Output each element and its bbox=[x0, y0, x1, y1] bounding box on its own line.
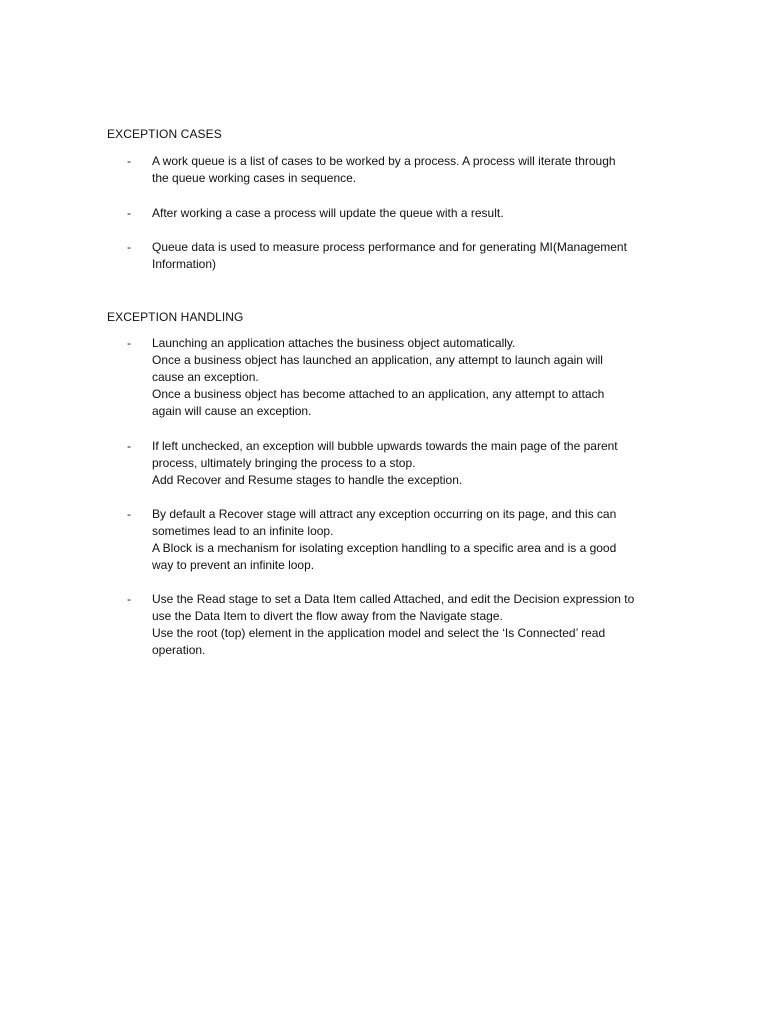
list-item-text bbox=[152, 239, 672, 273]
text-line: sometimes lead to an infinite loop. bbox=[152, 524, 334, 538]
text-line: again will cause an exception. bbox=[152, 404, 312, 418]
section-heading-exception-cases: EXCEPTION CASES bbox=[107, 127, 222, 141]
list-item-text bbox=[152, 153, 672, 187]
text-line: If left unchecked, an exception will bubble upwards towards the main page of the parent bbox=[152, 439, 618, 453]
text-line: After working a case a process will update the queue with a result. bbox=[152, 206, 504, 220]
list-item-text bbox=[152, 438, 672, 489]
text-line: By default a Recover stage will attract any exception occurring on its page, and this can bbox=[152, 507, 617, 521]
section-heading-exception-handling: EXCEPTION HANDLING bbox=[107, 310, 244, 324]
text-line: Information) bbox=[152, 257, 217, 271]
text-line: Queue data is used to measure process performance and for generating MI(Management bbox=[152, 240, 627, 254]
text-line: Add Recover and Resume stages to handle the exception. bbox=[152, 473, 463, 487]
text-line: the queue working cases in sequence. bbox=[152, 171, 357, 185]
bullet-dash: - bbox=[127, 592, 131, 606]
bullet-dash: - bbox=[127, 154, 131, 168]
text-line: process, ultimately bringing the process to a stop. bbox=[152, 456, 416, 470]
list-item-text bbox=[152, 335, 672, 420]
bullet-dash: - bbox=[127, 507, 131, 521]
text-line: A Block is a mechanism for isolating exception handling to a specific area and is a good bbox=[152, 541, 617, 555]
bullet-dash: - bbox=[127, 439, 131, 453]
bullet-dash: - bbox=[127, 206, 131, 220]
text-line: Use the Read stage to set a Data Item called Attached, and edit the Decision expression to bbox=[152, 592, 635, 606]
text-line: use the Data Item to divert the flow away from the Navigate stage. bbox=[152, 609, 503, 623]
text-line: Once a business object has become attached to an application, any attempt to attach bbox=[152, 387, 605, 401]
list-item-text bbox=[152, 591, 672, 659]
text-line: operation. bbox=[152, 643, 206, 657]
text-line: Use the root (top) element in the application model and select the ‘Is Connected’ read bbox=[152, 626, 606, 640]
text-line: way to prevent an infinite loop. bbox=[152, 558, 315, 572]
text-line: cause an exception. bbox=[152, 370, 259, 384]
text-line: A work queue is a list of cases to be worked by a process. A process will iterate through bbox=[152, 154, 616, 168]
text-line: Once a business object has launched an application, any attempt to launch again will bbox=[152, 353, 603, 367]
bullet-dash: - bbox=[127, 336, 131, 350]
list-item-text bbox=[152, 506, 672, 574]
list-item-text bbox=[152, 205, 672, 222]
text-line: Launching an application attaches the business object automatically. bbox=[152, 336, 516, 350]
bullet-dash: - bbox=[127, 240, 131, 254]
